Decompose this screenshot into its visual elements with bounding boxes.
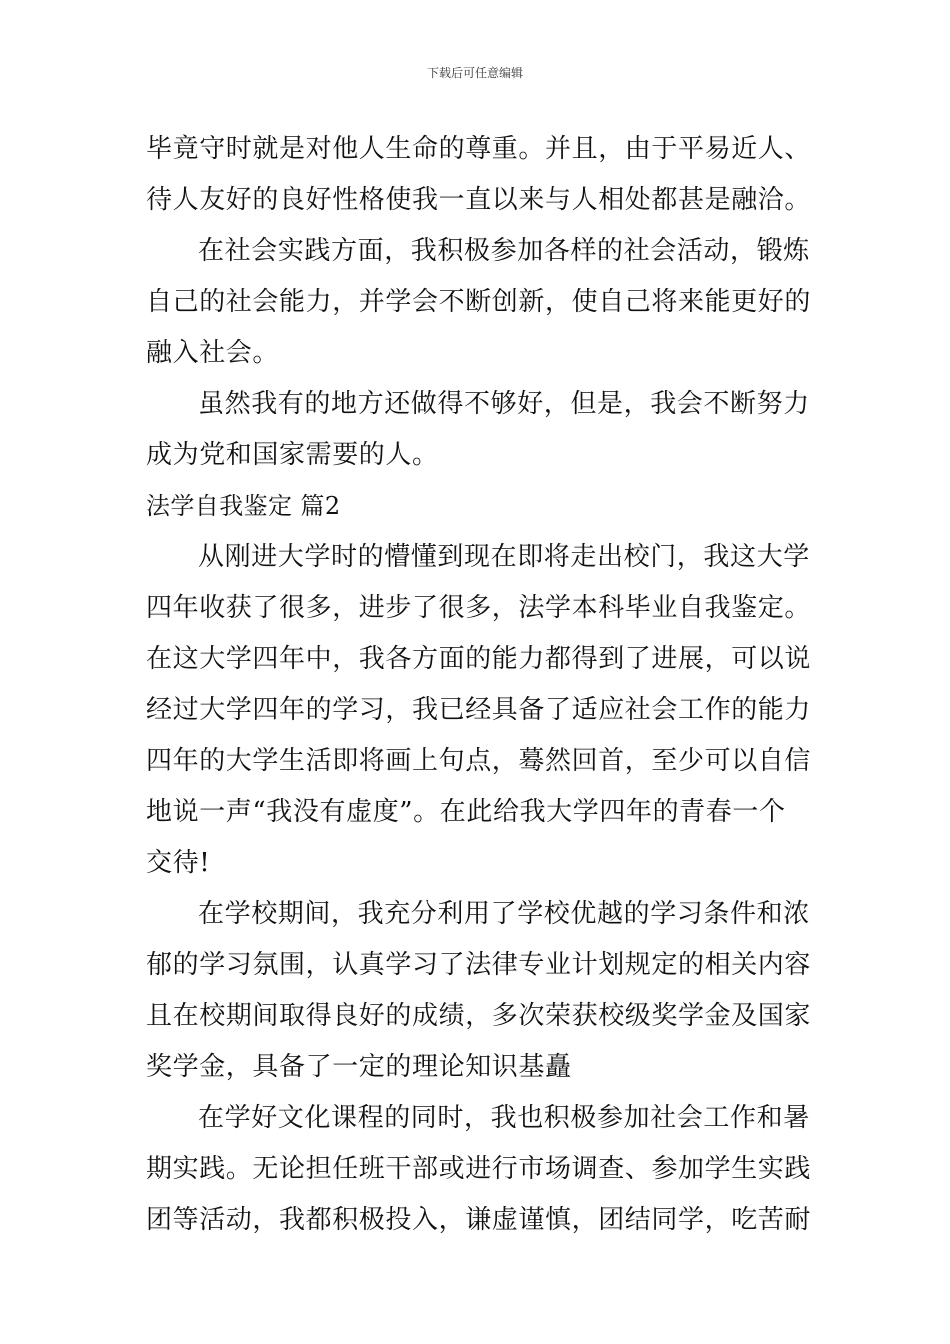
page-header: 下载后可任意编辑: [426, 66, 523, 80]
text-line: 地说一声“我没有虚度”。在此给我大学四年的青春一个: [146, 797, 786, 827]
text-line: 在这大学四年中，我各方面的能力都得到了进展，可以说: [146, 644, 812, 674]
text-line: 且在校期间取得良好的成绩，多次荣获校级奖学金及国家: [146, 1001, 812, 1031]
document-body: [146, 124, 810, 1246]
text-line: 成为党和国家需要的人。: [146, 440, 439, 470]
section-heading: 法学自我鉴定 篇2: [146, 492, 341, 520]
text-line: 四年收获了很多，进步了很多，法学本科毕业自我鉴定。: [146, 593, 812, 623]
text-line: 自己的社会能力，并学会不断创新，使自己将来能更好的: [146, 287, 812, 317]
text-line: 奖学金，具备了一定的理论知识基矗: [146, 1052, 572, 1082]
paragraph-start-line: 在学校期间，我充分利用了学校优越的学习条件和浓: [198, 899, 810, 929]
text-line: 团等活动，我都积极投入，谦虚谨慎，团结同学，吃苦耐: [146, 1205, 812, 1235]
text-line: 郁的学习氛围，认真学习了法律专业计划规定的相关内容: [146, 950, 812, 980]
paragraph-start-line: 在学好文化课程的同时，我也积极参加社会工作和暑: [198, 1103, 810, 1133]
text-line: 四年的大学生活即将画上句点，蓦然回首，至少可以自信: [146, 746, 812, 776]
text-line: 期实践。无论担任班干部或进行市场调查、参加学生实践: [146, 1154, 812, 1184]
paragraph-start-line: 在社会实践方面，我积极参加各样的社会活动，锻炼: [198, 236, 810, 266]
text-line: 融入社会。: [146, 338, 280, 368]
paragraph-start-line: 从刚进大学时的懵懂到现在即将走出校门，我这大学: [198, 542, 810, 572]
text-line: 经过大学四年的学习，我已经具备了适应社会工作的能力: [146, 695, 812, 725]
text-line: 交待!: [146, 848, 211, 878]
text-line: 毕竟守时就是对他人生命的尊重。并且，由于平易近人、: [146, 134, 812, 164]
paragraph-start-line: 虽然我有的地方还做得不够好，但是，我会不断努力: [198, 389, 810, 419]
text-line: 待人友好的良好性格使我一直以来与人相处都甚是融洽。: [146, 185, 812, 215]
